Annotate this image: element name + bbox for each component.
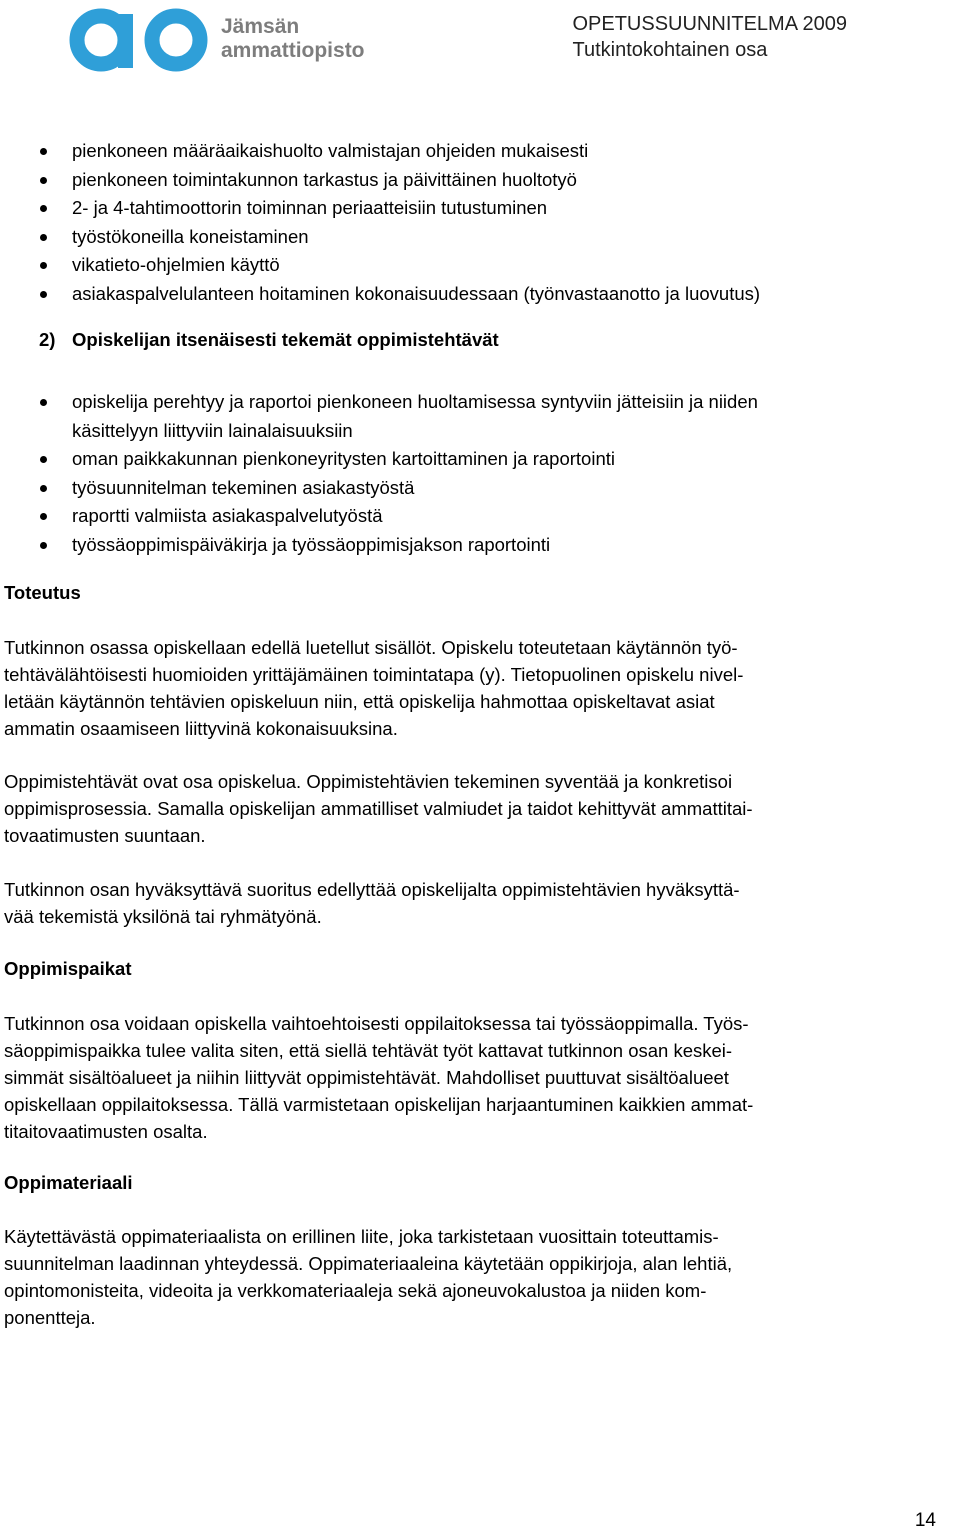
document-header	[572, 11, 847, 63]
bullet-icon	[40, 399, 47, 406]
content-bullet-list	[0, 137, 960, 308]
section-2-heading	[39, 329, 499, 351]
toteutus-paragraph-2: Oppimistehtävät ovat osa opiskelua. Oppimistehtävien tekeminen syventää ja konkretisoi oppimisprosessia. Samalla opiskelijan ammatilliset valmiudet ja taidot kehittyvät ammattitai- tovaatimusten suuntaan.	[4, 771, 753, 846]
page-number: 14	[914, 1510, 936, 1531]
tasks-bullet-list	[0, 388, 960, 559]
oppimispaikat-paragraph: Tutkinnon osa voidaan opiskella vaihtoehtoisesti oppilaitoksessa tai työssäoppimalla. Työs- säoppimispaikka tulee valita siten, että siellä tehtävät työt kattavat tutkinnon osan keskei- simmät sisältöalueet ja niihin liittyvät oppimistehtävät. Mahdolliset puuttuvat sisältöalueet opiskellaan oppilaitoksessa. Tällä varmistetaan opiskelijan harjaantuminen kaikkien ammat- titaitovaatimusten osalta.	[4, 1013, 754, 1142]
toteutus-paragraph-1: Tutkinnon osassa opiskellaan edellä luetellut sisällöt. Opiskelu toteutetaan käytännön työ- tehtävälähtöisesti huomioiden yrittäjämäinen toimintatapa (y). Tietopuolinen opiskelu nivel- letään käytännön tehtävien opiskeluun niin, että opiskelija hahmottaa opiskeltavat asiat ammatin osaamiseen liittyvinä kokonaisuuksina.	[4, 637, 744, 739]
section-2-title: Opiskelijan itsenäisesti tekemät oppimistehtävät	[72, 329, 499, 350]
toteutus-heading: Toteutus	[4, 582, 81, 603]
ao-logo-mark	[64, 0, 214, 80]
list-item: työstökoneilla koneistaminen	[0, 223, 960, 252]
logo-line-2: ammattiopisto	[221, 39, 365, 62]
list-item: vikatieto-ohjelmien käyttö	[0, 251, 960, 280]
oppimispaikat-heading: Oppimispaikat	[4, 958, 132, 979]
header-title: OPETUSSUUNNITELMA 2009	[572, 13, 847, 35]
bullet-icon	[40, 542, 47, 549]
list-item: työssäoppimispäiväkirja ja työssäoppimisjakson raportointi	[0, 531, 960, 560]
list-item: raportti valmiista asiakaspalvelutyöstä	[0, 502, 960, 531]
bullet-icon	[40, 485, 47, 492]
section-2-number: 2)	[39, 329, 56, 350]
list-item: 2- ja 4-tahtimoottorin toiminnan periaatteisiin tutustuminen	[0, 194, 960, 223]
list-item: pienkoneen toimintakunnon tarkastus ja päivittäinen huoltotyö	[0, 166, 960, 195]
list-item: opiskelija perehtyy ja raportoi pienkoneen huoltamisessa syntyviin jätteisiin ja niiden käsittelyyn liittyviin lainalaisuuksiin	[0, 388, 960, 445]
oppimateriaali-paragraph: Käytettävästä oppimateriaalista on erillinen liite, joka tarkistetaan vuosittain toteuttamis- suunnitelman laadinnan yhteydessä. Oppimateriaaleina käytetään oppikirjoja, alan lehtiä, opintomonisteita, videoita ja verkkomateriaaleja sekä ajoneuvokalustoa ja niiden kom- ponentteja.	[4, 1226, 733, 1328]
bullet-icon	[40, 262, 47, 269]
bullet-icon	[40, 205, 47, 212]
list-item: oman paikkakunnan pienkoneyritysten kartoittaminen ja raportointi	[0, 445, 960, 474]
list-item: asiakaspalvelulanteen hoitaminen kokonaisuudessaan (työnvastaanotto ja luovutus)	[0, 280, 960, 309]
oppimateriaali-heading: Oppimateriaali	[4, 1172, 133, 1193]
bullet-icon	[40, 234, 47, 241]
bullet-icon	[40, 513, 47, 520]
list-item: pienkoneen määräaikaishuolto valmistajan ohjeiden mukaisesti	[0, 137, 960, 166]
bullet-icon	[40, 291, 47, 298]
list-item: työsuunnitelman tekeminen asiakastyöstä	[0, 474, 960, 503]
logo-line-1: Jämsän	[221, 15, 300, 38]
header-subtitle: Tutkintokohtainen osa	[572, 39, 768, 61]
bullet-icon	[40, 456, 47, 463]
bullet-icon	[40, 148, 47, 155]
toteutus-paragraph-3: Tutkinnon osan hyväksyttävä suoritus edellyttää opiskelijalta oppimistehtävien hyväksyttä- vää tekemistä yksilönä tai ryhmätyönä.	[4, 879, 740, 927]
bullet-icon	[40, 177, 47, 184]
